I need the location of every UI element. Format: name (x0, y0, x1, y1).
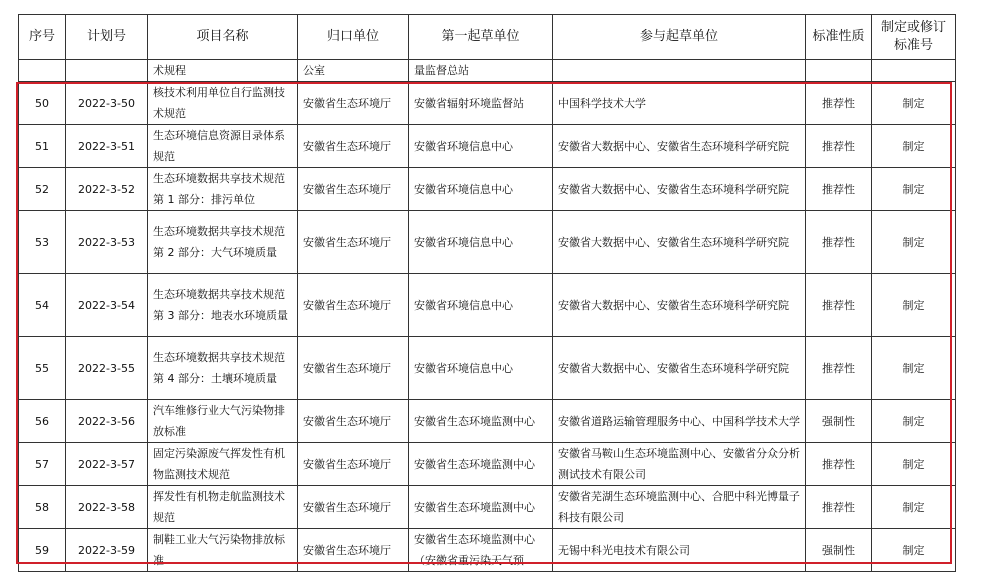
cell-first-drafter: 安徽省环境信息中心 (409, 168, 553, 211)
cell-project: 生态环境数据共享技术规范 第 3 部分：地表水环境质量 (148, 274, 298, 337)
cont-participants (553, 60, 806, 82)
cell-dept: 安徽省生态环境厅 (298, 337, 409, 400)
cell-project: 汽车维修行业大气污染物排放标准 (148, 400, 298, 443)
cell-revise: 制定 (872, 337, 956, 400)
standards-plan-table (18, 14, 956, 572)
cell-dept: 安徽省生态环境厅 (298, 211, 409, 274)
cell-seq: 52 (19, 168, 66, 211)
cell-dept: 安徽省生态环境厅 (298, 486, 409, 529)
cell-revise: 制定 (872, 486, 956, 529)
cell-project: 固定污染源废气挥发性有机物监测技术规范 (148, 443, 298, 486)
cell-dept: 安徽省生态环境厅 (298, 168, 409, 211)
cell-plan-no: 2022-3-57 (66, 443, 148, 486)
cell-first-drafter-text: 安徽省生态环境监测中心（安徽省重污染天气预 (414, 533, 535, 567)
cell-seq: 57 (19, 443, 66, 486)
table-row (19, 211, 956, 274)
cell-project: 生态环境数据共享技术规范 第 1 部分：排污单位 (148, 168, 298, 211)
cell-first-drafter: 安徽省辐射环境监督站 (409, 82, 553, 125)
cell-revise: 制定 (872, 168, 956, 211)
cell-project: 核技术利用单位自行监测技术规范 (148, 82, 298, 125)
cell-participants: 安徽省大数据中心、安徽省生态环境科学研究院 (553, 274, 806, 337)
cell-dept: 安徽省生态环境厅 (298, 274, 409, 337)
cell-revise: 制定 (872, 443, 956, 486)
cell-plan-no: 2022-3-56 (66, 400, 148, 443)
cell-project: 挥发性有机物走航监测技术规范 (148, 486, 298, 529)
cell-nature: 推荐性 (806, 443, 872, 486)
cell-participants: 安徽省马鞍山生态环境监测中心、安徽省分众分析测试技术有限公司 (553, 443, 806, 486)
cell-participants: 安徽省大数据中心、安徽省生态环境科学研究院 (553, 211, 806, 274)
cont-seq (19, 60, 66, 82)
header-first-drafter: 第一起草单位 (409, 15, 553, 60)
cell-first-drafter: 安徽省环境信息中心 (409, 125, 553, 168)
cell-dept: 安徽省生态环境厅 (298, 125, 409, 168)
table-row (19, 168, 956, 211)
table-row (19, 125, 956, 168)
cell-nature: 推荐性 (806, 82, 872, 125)
cell-first-drafter: 安徽省生态环境监测中心 (409, 486, 553, 529)
cell-seq: 55 (19, 337, 66, 400)
cell-participants: 安徽省芜湖生态环境监测中心、合肥中科光博量子科技有限公司 (553, 486, 806, 529)
cell-plan-no: 2022-3-50 (66, 82, 148, 125)
cell-project: 生态环境数据共享技术规范 第 2 部分：大气环境质量 (148, 211, 298, 274)
cell-seq: 56 (19, 400, 66, 443)
header-project: 项目名称 (148, 15, 298, 60)
cell-revise: 制定 (872, 125, 956, 168)
cell-plan-no: 2022-3-54 (66, 274, 148, 337)
standards-table-wrapper (18, 14, 956, 572)
cell-first-drafter: 安徽省环境信息中心 (409, 337, 553, 400)
cell-participants: 安徽省道路运输管理服务中心、中国科学技术大学 (553, 400, 806, 443)
cell-plan-no: 2022-3-53 (66, 211, 148, 274)
cell-plan-no: 2022-3-55 (66, 337, 148, 400)
cell-dept: 安徽省生态环境厅 (298, 443, 409, 486)
cell-nature: 推荐性 (806, 168, 872, 211)
cell-plan-no: 2022-3-59 (66, 529, 148, 572)
header-participants: 参与起草单位 (553, 15, 806, 60)
cell-revise: 制定 (872, 400, 956, 443)
cont-revise (872, 60, 956, 82)
cell-plan-no: 2022-3-51 (66, 125, 148, 168)
cell-nature: 推荐性 (806, 125, 872, 168)
cont-plan-no (66, 60, 148, 82)
table-row (19, 274, 956, 337)
cell-first-drafter: 安徽省生态环境监测中心 (409, 400, 553, 443)
cont-nature (806, 60, 872, 82)
header-plan-no: 计划号 (66, 15, 148, 60)
continuation-row (19, 60, 956, 82)
header-dept: 归口单位 (298, 15, 409, 60)
cell-seq: 58 (19, 486, 66, 529)
cell-dept: 安徽省生态环境厅 (298, 400, 409, 443)
cell-nature: 推荐性 (806, 211, 872, 274)
cell-dept: 安徽省生态环境厅 (298, 529, 409, 572)
cell-revise: 制定 (872, 82, 956, 125)
header-nature: 标准性质 (806, 15, 872, 60)
cont-dept: 公室 (298, 60, 409, 82)
cell-project: 生态环境信息资源目录体系规范 (148, 125, 298, 168)
table-row (19, 529, 956, 572)
cell-nature: 推荐性 (806, 337, 872, 400)
table-row (19, 337, 956, 400)
cell-nature: 推荐性 (806, 274, 872, 337)
cell-participants: 无锡中科光电技术有限公司 (553, 529, 806, 572)
cell-nature: 强制性 (806, 400, 872, 443)
cell-nature: 推荐性 (806, 486, 872, 529)
cell-revise: 制定 (872, 211, 956, 274)
cell-seq: 50 (19, 82, 66, 125)
cell-plan-no: 2022-3-52 (66, 168, 148, 211)
cell-first-drafter: 安徽省环境信息中心 (409, 211, 553, 274)
cell-first-drafter (409, 529, 553, 572)
cell-project: 制鞋工业大气污染物排放标准 (148, 529, 298, 572)
header-seq: 序号 (19, 15, 66, 60)
cell-nature: 强制性 (806, 529, 872, 572)
cell-seq: 53 (19, 211, 66, 274)
cell-dept: 安徽省生态环境厅 (298, 82, 409, 125)
cell-revise: 制定 (872, 274, 956, 337)
table-row (19, 82, 956, 125)
cell-participants: 安徽省大数据中心、安徽省生态环境科学研究院 (553, 125, 806, 168)
cell-seq: 54 (19, 274, 66, 337)
cell-participants: 安徽省大数据中心、安徽省生态环境科学研究院 (553, 168, 806, 211)
cell-participants: 安徽省大数据中心、安徽省生态环境科学研究院 (553, 337, 806, 400)
cont-first-drafter: 量监督总站 (409, 60, 553, 82)
cont-project: 术规程 (148, 60, 298, 82)
cell-project: 生态环境数据共享技术规范 第 4 部分：土壤环境质量 (148, 337, 298, 400)
cell-revise: 制定 (872, 529, 956, 572)
cell-participants: 中国科学技术大学 (553, 82, 806, 125)
table-row (19, 486, 956, 529)
table-row (19, 400, 956, 443)
cell-seq: 51 (19, 125, 66, 168)
table-row (19, 443, 956, 486)
cell-seq: 59 (19, 529, 66, 572)
cell-plan-no: 2022-3-58 (66, 486, 148, 529)
cell-first-drafter: 安徽省环境信息中心 (409, 274, 553, 337)
header-revise: 制定或修订标准号 (872, 15, 956, 60)
cell-first-drafter: 安徽省生态环境监测中心 (409, 443, 553, 486)
table-header-row (19, 15, 956, 60)
